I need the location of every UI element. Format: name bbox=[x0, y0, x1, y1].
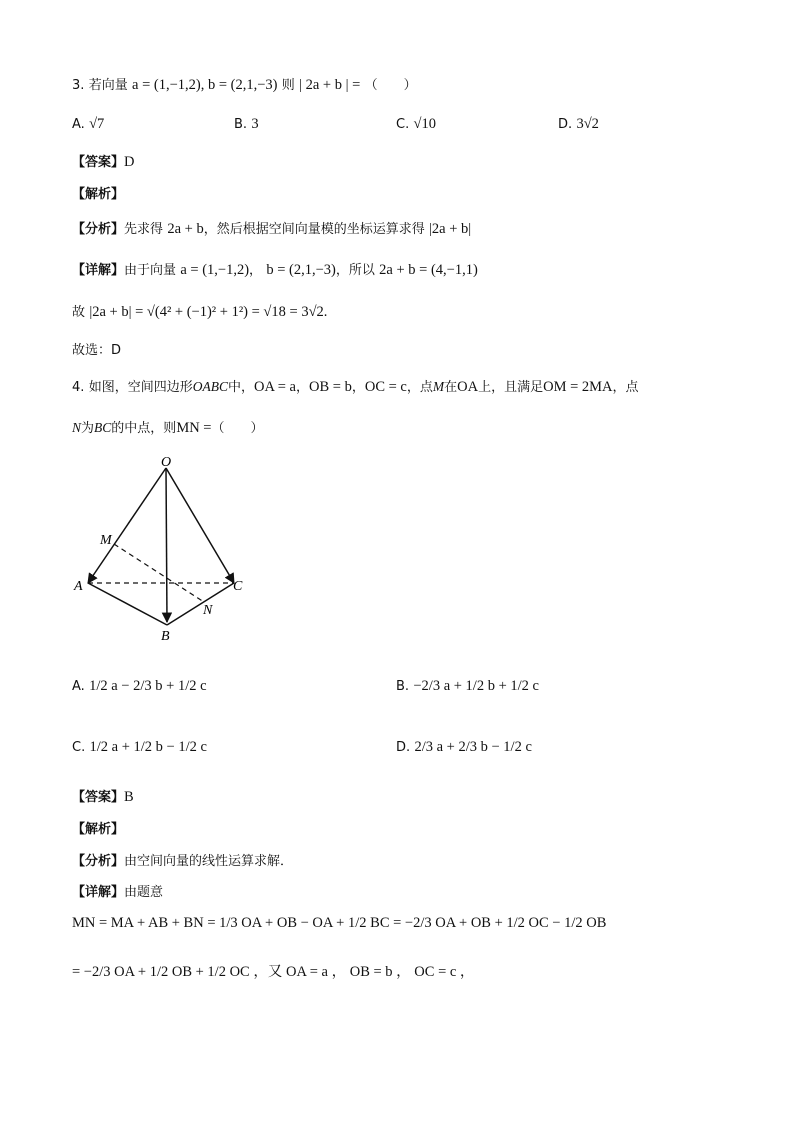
label-O: O bbox=[161, 455, 172, 470]
q4-xiangjie: 【详解】由题意 bbox=[72, 885, 164, 900]
q3-xiangjie: 【详解】由于向量 a = (1,−1,2)， b = (2,1,−3)，所以 2a + b = (4,−1,1) bbox=[72, 262, 478, 278]
q3-option-d: D. 3√2 bbox=[558, 116, 599, 132]
tetrahedron-figure bbox=[70, 450, 260, 650]
q3-option-a: A. √7 bbox=[72, 116, 105, 132]
q3-conclusion: 故选：D bbox=[72, 343, 122, 358]
q4-option-b: B. −2/3 a + 1/2 b + 1/2 c bbox=[396, 678, 539, 694]
q3-stem: 3. 若向量 a = (1,−1,2), b = (2,1,−3) 则 | 2a + b | = （ ） bbox=[72, 77, 417, 93]
q3-fenxi: 【分析】先求得 2a + b，然后根据空间向量模的坐标运算求得 |2a + b| bbox=[72, 221, 472, 237]
q4-derivation-line2: = −2/3 OA + 1/2 OB + 1/2 OC ，又 OA = a ， OB = b ， OC = c ， bbox=[72, 964, 475, 980]
label-A: A bbox=[74, 579, 83, 594]
q4-fenxi: 【分析】由空间向量的线性运算求解． bbox=[72, 854, 294, 869]
q3-gu: 故 |2a + b| = √(4² + (−1)² + 1²) = √18 = 3√2. bbox=[72, 304, 328, 320]
label-N: N bbox=[203, 603, 213, 618]
q3-option-c: C. √10 bbox=[396, 116, 436, 132]
q3-answer: 【答案】D bbox=[72, 154, 135, 170]
q4-option-c: C. 1/2 a + 1/2 b − 1/2 c bbox=[72, 739, 207, 755]
q4-stem-line2: N为BC的中点，则MN =（ ） bbox=[72, 420, 264, 436]
edge-AB bbox=[88, 583, 167, 625]
q4-answer: 【答案】B bbox=[72, 789, 134, 805]
edge-OC bbox=[166, 468, 234, 583]
segment-MN bbox=[114, 544, 204, 602]
edge-OA bbox=[88, 468, 166, 583]
q4-analysis-tag: 【解析】 bbox=[72, 822, 125, 837]
edge-OB bbox=[166, 468, 167, 622]
q3-analysis-tag: 【解析】 bbox=[72, 187, 125, 202]
q4-derivation-line1: MN = MA + AB + BN = 1/3 OA + OB − OA + 1/2 BC = −2/3 OA + OB + 1/2 OC − 1/2 OB bbox=[72, 915, 607, 931]
q3-option-b: B. 3 bbox=[234, 116, 259, 132]
q4-stem-line1: 4. 如图，空间四边形OABC中，OA = a，OB = b，OC = c，点M在OA上，且满足OM = 2MA，点 bbox=[72, 379, 639, 395]
label-M: M bbox=[100, 533, 112, 548]
q4-option-d: D. 2/3 a + 2/3 b − 1/2 c bbox=[396, 739, 532, 755]
label-C: C bbox=[233, 579, 243, 594]
edge-BC bbox=[167, 583, 234, 625]
label-B: B bbox=[161, 629, 170, 644]
q4-option-a: A. 1/2 a − 2/3 b + 1/2 c bbox=[72, 678, 207, 694]
